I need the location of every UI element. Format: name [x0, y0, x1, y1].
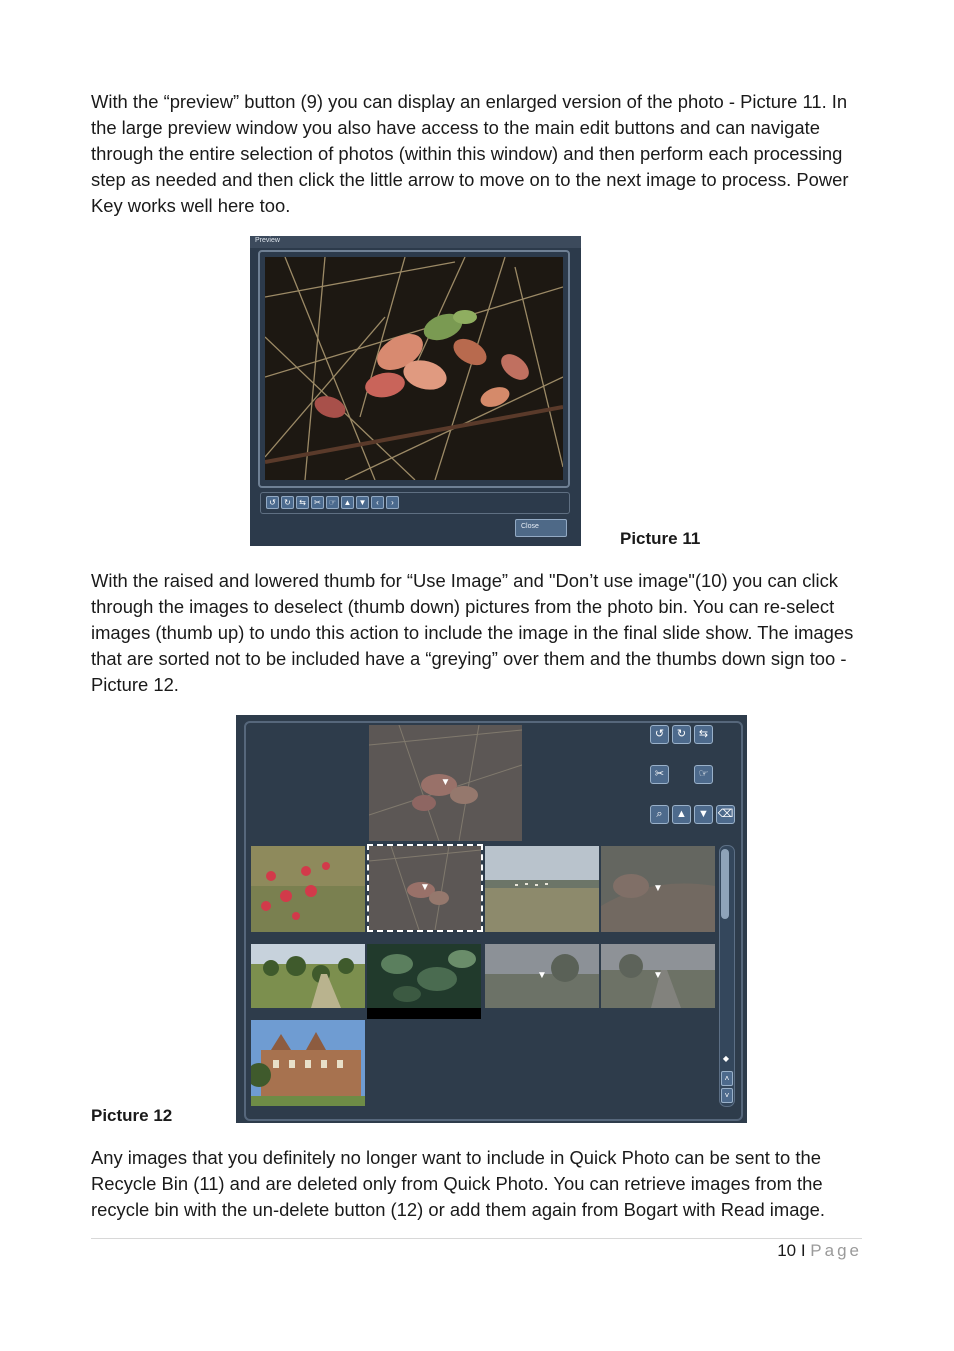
preview-title-bar	[250, 236, 581, 248]
large-preview-thumbnail[interactable]	[369, 725, 522, 841]
preview-window-screenshot	[250, 236, 581, 546]
page-footer	[777, 1241, 862, 1261]
thumbnail-red-flowers[interactable]	[251, 846, 365, 932]
field-photo	[485, 846, 599, 932]
photo-bin-screenshot	[236, 715, 747, 1123]
page-separator: I	[796, 1241, 811, 1260]
previous-arrow-icon[interactable]: ‹	[371, 496, 384, 509]
rotate-left-icon[interactable]: ↺	[650, 725, 669, 744]
thumb-down-icon: ▼	[653, 883, 663, 894]
flip-icon[interactable]: ⇆	[296, 496, 309, 509]
rotate-right-icon[interactable]: ↻	[281, 496, 294, 509]
paragraph-thumb: With the raised and lowered thumb for “Use Image” and "Don’t use image"(10) you can click through the images to deselect (thumb down) pictures from the photo bin. You can re-select images (thumb up) to undo this action to include the image in the final slide show. The images that are sorted not to be included have a “greying” over them and the thumbs down sign too - Picture 12.	[91, 570, 854, 695]
preview-edit-toolbar	[260, 492, 570, 514]
green-leaves-photo	[367, 944, 481, 1008]
thumbnail-leaves-selected[interactable]	[367, 844, 483, 932]
close-button-label: Close	[521, 523, 539, 530]
flip-icon[interactable]: ⇆	[694, 725, 713, 744]
footer-divider	[91, 1238, 862, 1239]
caption-picture-12: Picture 12	[91, 1106, 173, 1125]
park-photo	[251, 944, 365, 1008]
thumb-up-icon[interactable]: ▲	[672, 805, 691, 824]
paragraph-preview: With the “preview” button (9) you can display an enlarged version of the photo - Picture 11. In the large preview window you also have access to the main edit buttons and can navigate through the entire selection of photos (within this window) and then perform each processing step as needed and then click the little arrow to move on to the next image to process. Power Key works well here too.	[91, 91, 849, 216]
select-icon[interactable]: ☞	[326, 496, 339, 509]
rotate-left-icon[interactable]: ↺	[266, 496, 279, 509]
thumb-down-icon: ▼	[440, 777, 451, 788]
manor-house-photo	[251, 1020, 365, 1106]
thumb-down-icon: ▼	[653, 970, 663, 981]
caption-picture-11: Picture 11	[620, 529, 701, 548]
scrollbar-thumb[interactable]	[721, 849, 729, 919]
thumb-up-icon[interactable]: ▲	[341, 496, 354, 509]
thumb-down-icon: ▼	[420, 882, 430, 893]
rotate-right-icon[interactable]: ↻	[672, 725, 691, 744]
thumbnail-field[interactable]	[485, 846, 599, 932]
next-arrow-icon[interactable]: ›	[386, 496, 399, 509]
recycle-icon[interactable]: ⌫	[716, 805, 735, 824]
page-number: 10	[777, 1241, 797, 1260]
scroll-up-button[interactable]: ˄	[721, 1071, 733, 1086]
thumbnail-green-leaves[interactable]	[367, 944, 481, 1019]
zoom-icon[interactable]: ⌕	[650, 805, 669, 824]
red-flowers-photo	[251, 846, 365, 932]
thumbnail-path[interactable]	[601, 846, 715, 932]
preview-title: Preview	[255, 237, 280, 244]
page-label: Page	[810, 1241, 862, 1260]
close-button[interactable]	[515, 519, 567, 537]
crop-icon[interactable]: ✂	[311, 496, 324, 509]
thumbnail-lane[interactable]	[601, 944, 715, 1008]
thumbnail-manor-house[interactable]	[251, 1020, 365, 1106]
thumb-down-icon[interactable]: ▼	[694, 805, 713, 824]
select-icon[interactable]: ☞	[694, 765, 713, 784]
paragraph-recycle: Any images that you definitely no longer want to include in Quick Photo can be sent to the Recycle Bin (11) and are deleted only from Quick Photo. You can retrieve images from the recycle bin with the un-delete button (12) or add them again from Bogart with Read image.	[91, 1147, 825, 1220]
preview-photo	[265, 257, 563, 480]
crop-icon[interactable]: ✂	[650, 765, 669, 784]
thumb-down-icon: ▼	[537, 970, 547, 981]
scroll-position-icon: ◆	[722, 1054, 730, 1063]
thumb-down-icon[interactable]: ▼	[356, 496, 369, 509]
thumbnail-tree[interactable]	[485, 944, 599, 1008]
thumbnail-park[interactable]	[251, 944, 365, 1008]
scroll-down-button[interactable]: ˅	[721, 1088, 733, 1103]
